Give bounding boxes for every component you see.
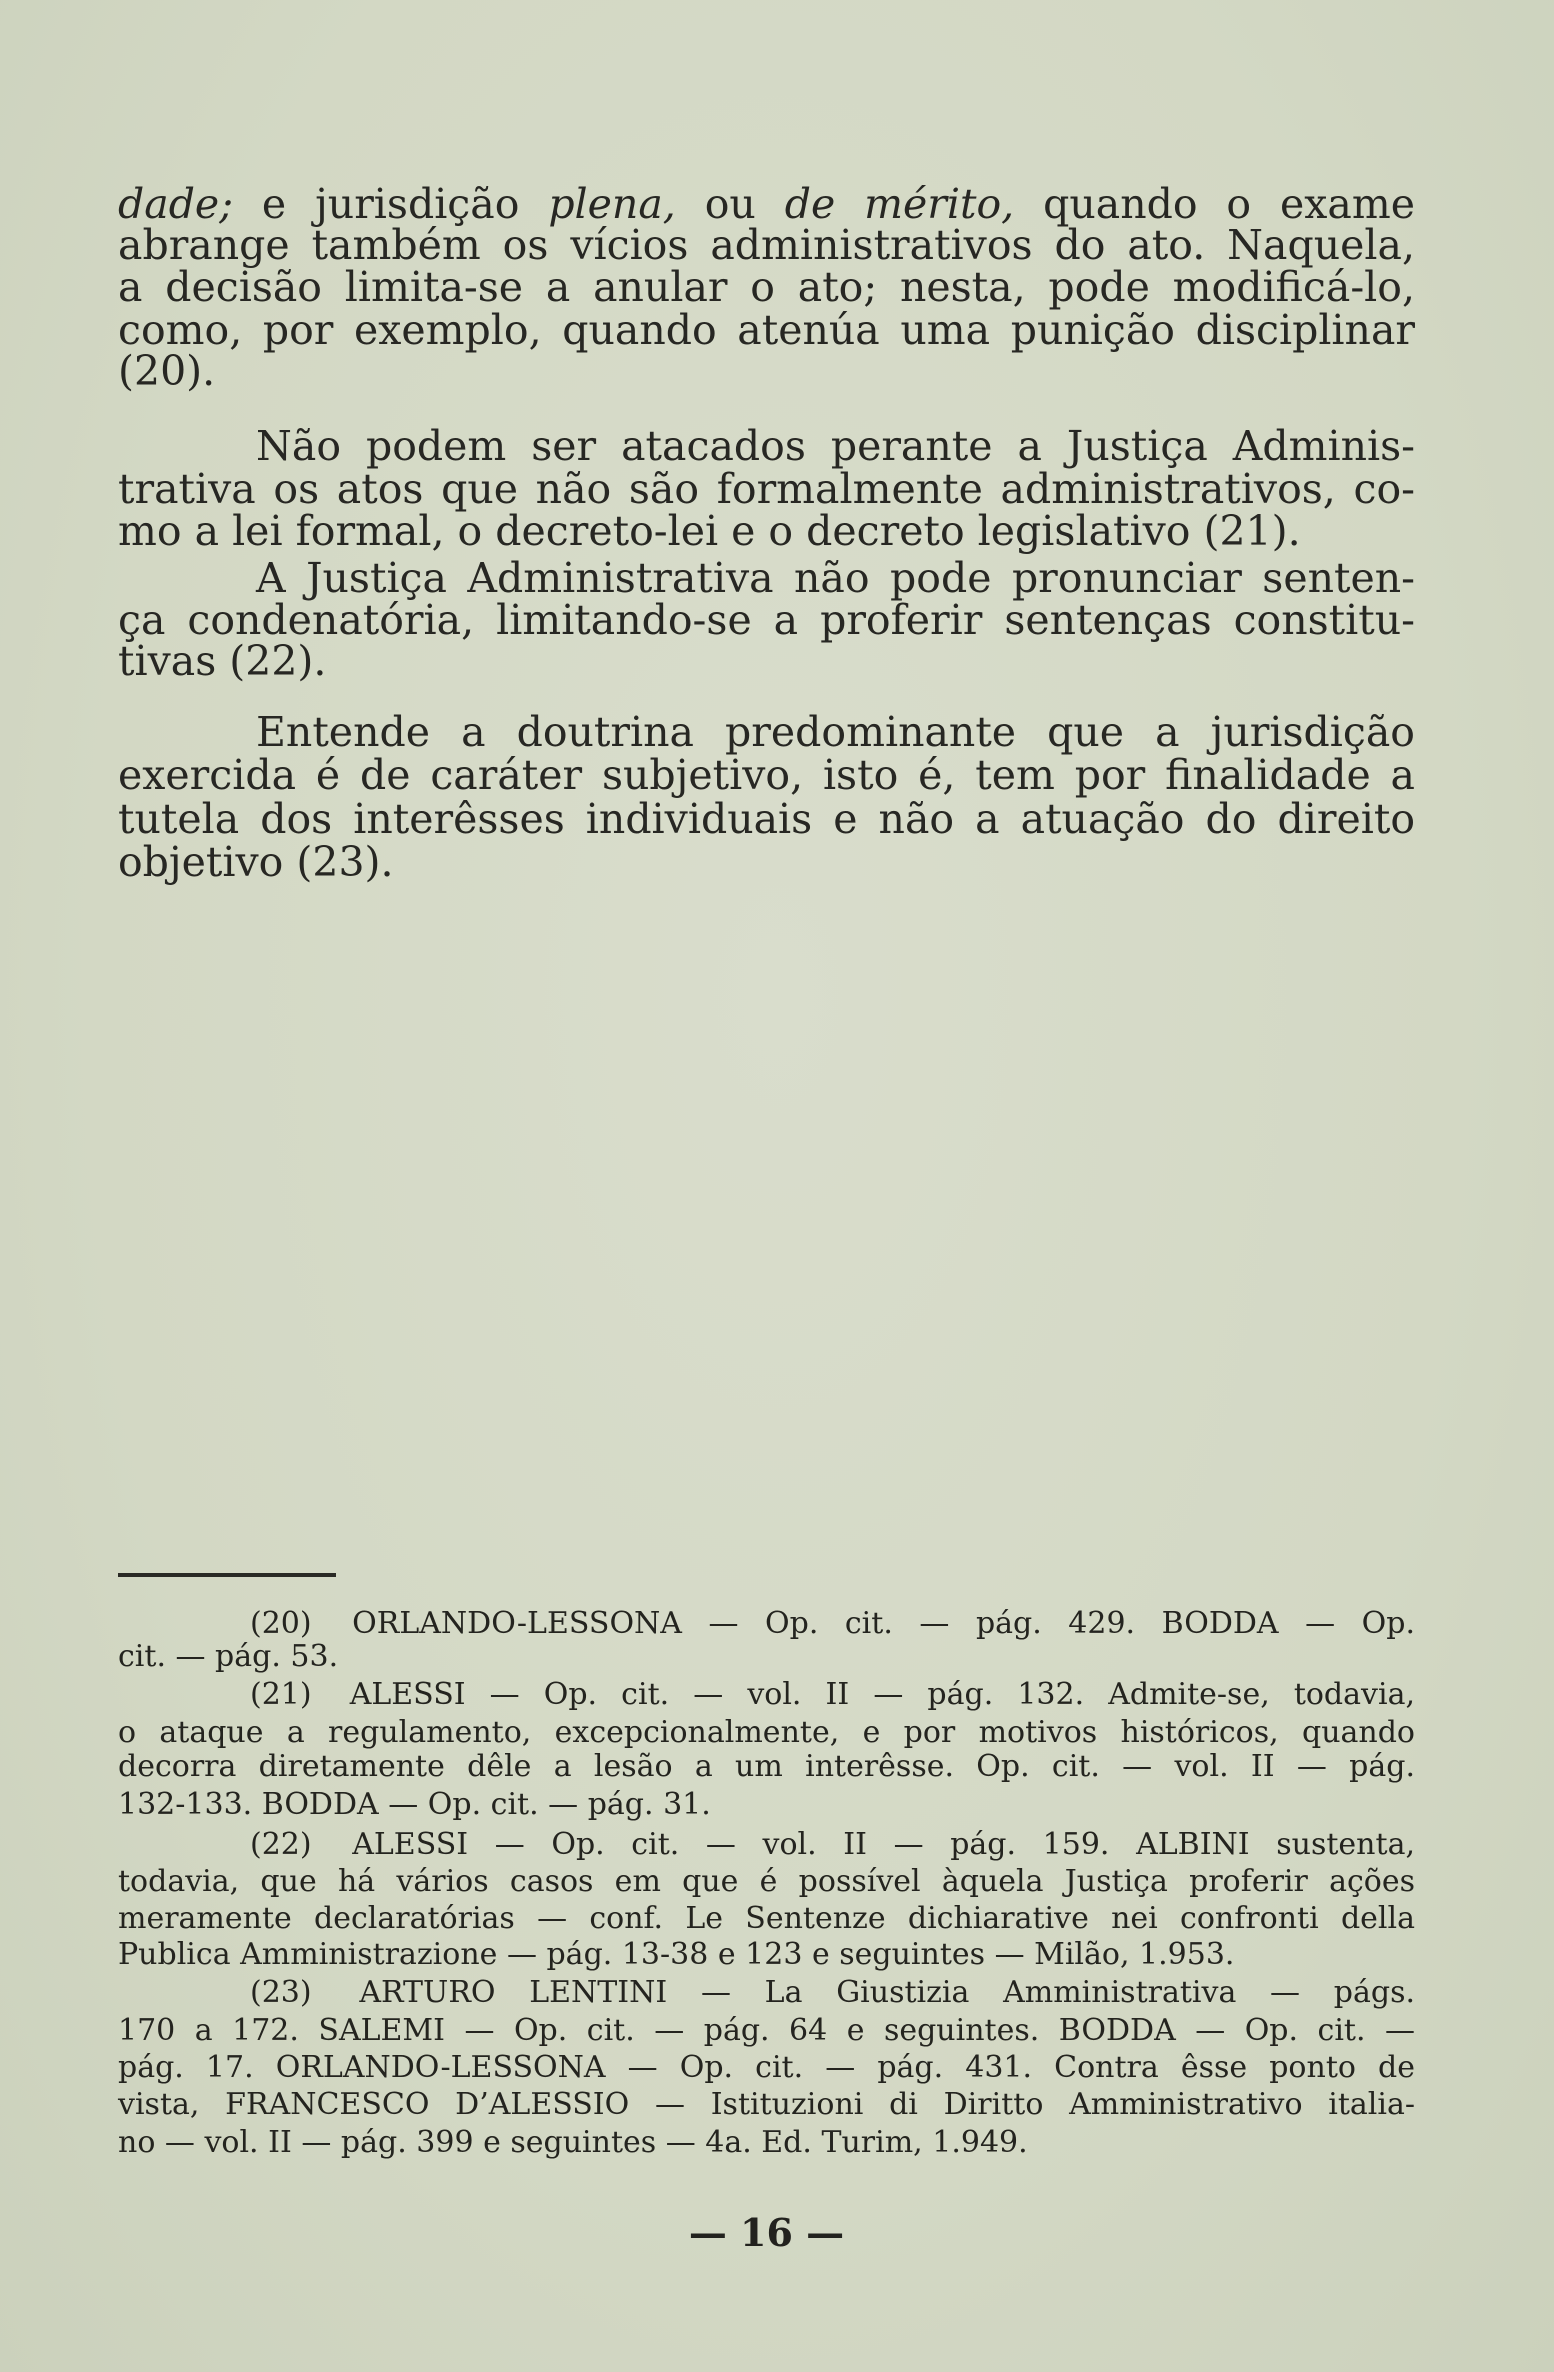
footnote-text: ALESSI — Op. cit. — vol. II — pág. 159. ALBINI sustenta, xyxy=(352,1827,1415,1862)
footnote-line xyxy=(250,1976,1415,2010)
footnote-number: (20) xyxy=(250,1606,312,1641)
text-line: Não podem ser atacados perante a Justiça Adminis- xyxy=(256,422,1415,470)
footnote-line: o ataque a regulamento, excepcionalmente, e por motivos históricos, quando xyxy=(118,1715,1415,1750)
text-segment: e jurisdição xyxy=(261,180,520,228)
footnote-line xyxy=(250,1828,1415,1862)
page-number: — 16 — xyxy=(688,2210,845,2255)
text-line: trativa os atos que não são formalmente administrativos, co- xyxy=(118,465,1415,513)
text-line: Entende a doutrina predominante que a jurisdição xyxy=(256,708,1415,756)
text-line: exercida é de caráter subjetivo, isto é, tem por finalidade a xyxy=(118,751,1415,799)
footnote-number: (23) xyxy=(250,1975,312,2010)
italic-text: plena, xyxy=(548,180,676,228)
footnote-line: decorra diretamente dêle a lesão a um interêsse. Op. cit. — vol. II — pág. xyxy=(118,1749,1415,1784)
text-segment: quando o exame xyxy=(1043,180,1415,228)
text-segment: ou xyxy=(704,180,756,228)
footnote-line: pág. 17. ORLANDO-LESSONA — Op. cit. — pág. 431. Contra êsse ponto de xyxy=(118,2050,1415,2085)
footnote-number: (21) xyxy=(250,1677,312,1712)
footnote-text: ORLANDO-LESSONA — Op. cit. — pág. 429. BODDA — Op. xyxy=(352,1606,1416,1641)
footnote-line xyxy=(250,1678,1415,1712)
footnote-line: vista, FRANCESCO D’ALESSIO — Istituzioni di Diritto Amministrativo italia- xyxy=(118,2087,1415,2122)
text-line: como, por exemplo, quando atenúa uma punição disciplinar xyxy=(118,306,1415,354)
text-line: mo a lei formal, o decreto-lei e o decreto legislativo (21). xyxy=(118,507,1301,555)
footnote-line: cit. — pág. 53. xyxy=(118,1639,339,1674)
footnote-text: ALESSI — Op. cit. — vol. II — pág. 132. Admite-se, todavia, xyxy=(349,1677,1415,1712)
footnote-line xyxy=(250,1607,1415,1641)
text-line: (20). xyxy=(118,347,216,395)
footnote-line: 170 a 172. SALEMI — Op. cit. — pág. 64 e seguintes. BODDA — Op. cit. — xyxy=(118,2013,1415,2048)
text-line: abrange também os vícios administrativos do ato. Naquela, xyxy=(118,221,1415,269)
footnote-line: no — vol. II — pág. 399 e seguintes — 4a. Ed. Turim, 1.949. xyxy=(118,2125,1028,2160)
text-line: objetivo (23). xyxy=(118,838,394,886)
text-line xyxy=(118,182,1415,226)
text-line: tivas (22). xyxy=(118,637,327,685)
italic-text: de mérito, xyxy=(784,180,1015,228)
footnote-rule xyxy=(118,1573,336,1577)
text-line: a decisão limita-se a anular o ato; nesta, pode modificá-lo, xyxy=(118,263,1415,311)
text-line: ça condenatória, limitando-se a proferir sentenças constitu- xyxy=(118,596,1415,644)
text-line: tutela dos interêsses individuais e não a atuação do direito xyxy=(118,795,1415,843)
footnote-line: Publica Amministrazione — pág. 13-38 e 123 e seguintes — Milão, 1.953. xyxy=(118,1937,1235,1972)
footnote-number: (22) xyxy=(250,1827,312,1862)
footnote-text: ARTURO LENTINI — La Giustizia Amministrativa — págs. xyxy=(359,1975,1415,2010)
text-line: A Justiça Administrativa não pode pronunciar senten- xyxy=(256,554,1415,602)
footnote-line: 132-133. BODDA — Op. cit. — pág. 31. xyxy=(118,1787,711,1822)
footnote-line: meramente declaratórias — conf. Le Sentenze dichiarative nei confronti della xyxy=(118,1901,1415,1936)
footnote-line: todavia, que há vários casos em que é possível àquela Justiça proferir ações xyxy=(118,1864,1415,1899)
italic-text: dade; xyxy=(118,180,234,228)
